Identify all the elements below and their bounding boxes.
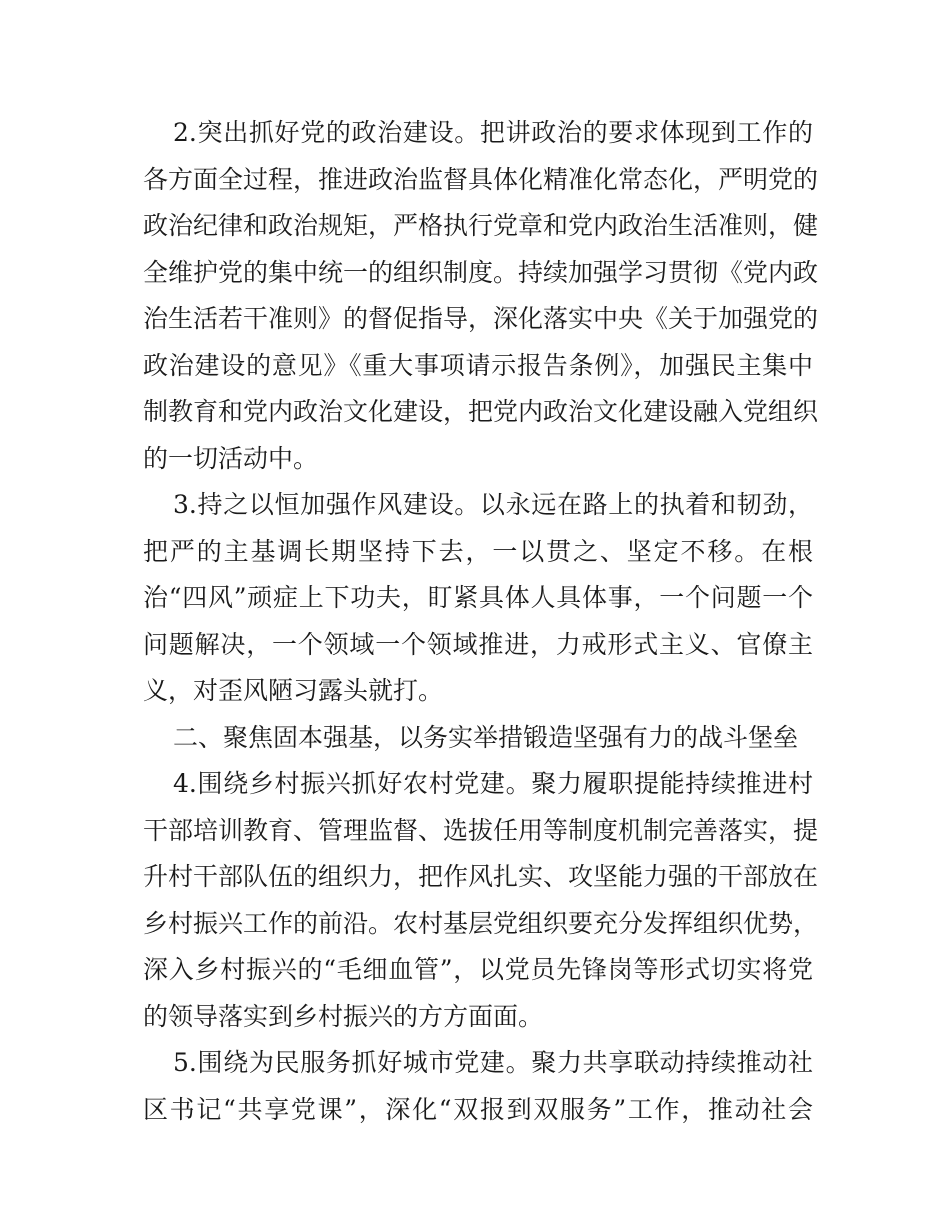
paragraph-line: 政治纪律和政治规矩，严格执行党章和党内政治生活准则，健 xyxy=(143,211,819,240)
paragraph-line: 区书记“共享党课”，深化“双报到双服务”工作，推动社会 xyxy=(143,1095,813,1124)
paragraph-line: 治“四风”顽症上下功夫，盯紧具体人具体事，一个问题一个 xyxy=(143,583,813,612)
paragraph-line: 义，对歪风陋习露头就打。 xyxy=(143,676,444,705)
paragraph-line: 3.持之以恒加强作风建设。以永远在路上的执着和韧劲， xyxy=(173,490,813,519)
paragraph-line: 4.围绕乡村振兴抓好农村党建。聚力履职提能持续推进村 xyxy=(173,769,813,798)
paragraph-line: 5.围绕为民服务抓好城市党建。聚力共享联动持续推动社 xyxy=(173,1048,813,1077)
paragraph-line: 治生活若干准则》的督促指导，深化落实中央《关于加强党的 xyxy=(143,304,819,333)
heading-line: 二、聚焦固本强基，以务实举措锻造坚强有力的战斗堡垒 xyxy=(173,723,799,752)
paragraph-line: 升村干部队伍的组织力，把作风扎实、攻坚能力强的干部放在 xyxy=(143,862,819,891)
paragraph-line: 乡村振兴工作的前沿。农村基层党组织要充分发挥组织优势， xyxy=(143,909,819,938)
paragraph-line: 的一切活动中。 xyxy=(143,444,319,473)
paragraph-line: 的领导落实到乡村振兴的方方面面。 xyxy=(143,1002,544,1031)
paragraph-line: 制教育和党内政治文化建设，把党内政治文化建设融入党组织 xyxy=(143,397,819,426)
paragraph-line: 把严的主基调长期坚持下去，一以贯之、坚定不移。在根 xyxy=(143,537,813,566)
paragraph-line: 政治建设的意见》《重大事项请示报告条例》，加强民主集中 xyxy=(143,351,813,380)
paragraph-line: 2.突出抓好党的政治建设。把讲政治的要求体现到工作的 xyxy=(173,118,813,147)
paragraph-line: 深入乡村振兴的“毛细血管”，以党员先锋岗等形式切实将党 xyxy=(143,955,813,984)
paragraph-line: 问题解决，一个领域一个领域推进，力戒形式主义、官僚主 xyxy=(143,630,813,659)
paragraph-line: 干部培训教育、管理监督、选拔任用等制度机制完善落实，提 xyxy=(143,816,819,845)
paragraph-line: 全维护党的集中统一的组织制度。持续加强学习贯彻《党内政 xyxy=(143,258,819,287)
paragraph-line: 各方面全过程，推进政治监督具体化精准化常态化，严明党的 xyxy=(143,165,819,194)
